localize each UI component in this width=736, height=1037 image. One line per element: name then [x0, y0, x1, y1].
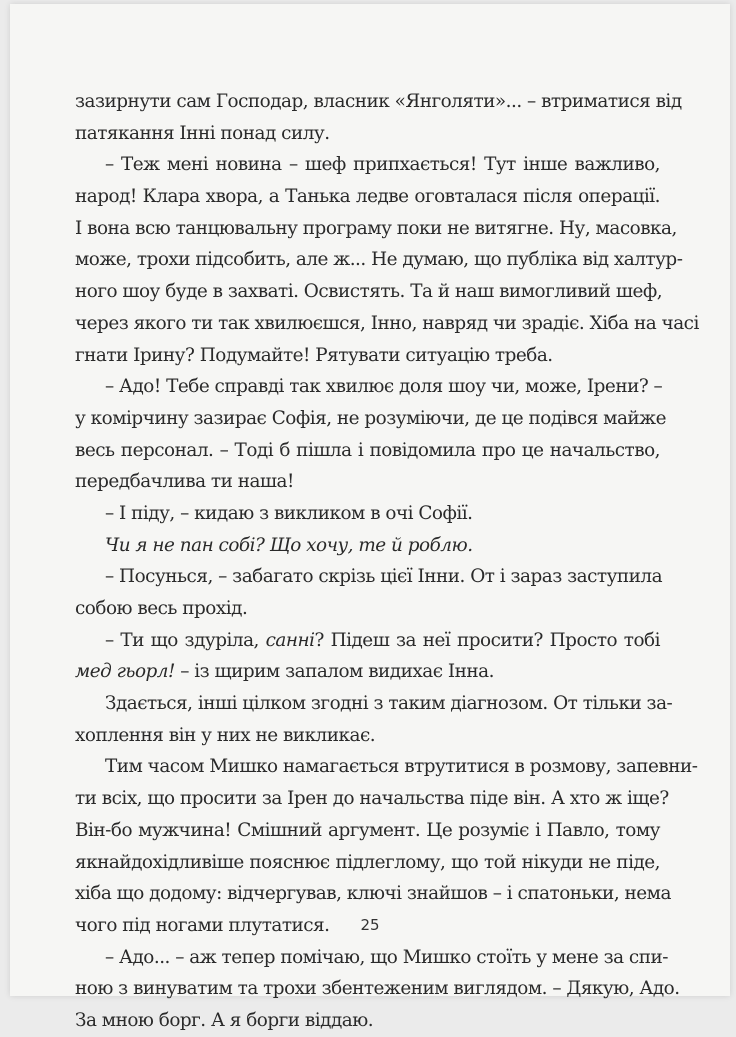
text-line: – Адо! Тебе справді так хвилює доля шоу чи, може, Ірени? –: [105, 376, 663, 398]
text-fragment: – із щирим запалом видихає Інна.: [174, 661, 494, 683]
text-line: якнайдохідливіше пояснює підлеглому, що той нікуди не піде,: [75, 851, 660, 873]
text-line: – І піду, – кидаю з викликом в очі Софії.: [105, 502, 473, 524]
text-line: Чи я не пан собі? Що хочу, те й роблю.: [105, 534, 473, 556]
text-line: Здається, інші цілком згодні з таким діагнозом. От тільки за-: [105, 693, 673, 715]
text-line: – Теж мені новина – шеф припхається! Тут інше важливо,: [105, 154, 660, 176]
text-line: [75, 625, 660, 657]
text-line: весь персонал. – Тоді б пішла і повідомила про це начальство,: [75, 439, 660, 461]
text-fragment: ? Підеш за неї просити? Просто тобі: [314, 629, 660, 651]
text-line: За мною борг. А я борги віддаю.: [75, 1009, 374, 1031]
text-line: Він-бо мужчина! Смішний аргумент. Це розуміє і Павло, тому: [75, 819, 660, 841]
text-line: ною з винуватим та трохи збентеженим виглядом. – Дякую, Адо.: [75, 978, 680, 1000]
text-line: народ! Клара хвора, а Танька ледве оговталася після операції.: [75, 186, 660, 208]
text-line: собою весь прохід.: [75, 598, 248, 619]
text-line: Тим часом Мишко намагається втрутитися в розмову, запевни-: [105, 756, 698, 778]
text-line: у комірчину зазирає Софія, не розуміючи, де це подівся майже: [75, 407, 666, 429]
italic-fragment: санні: [265, 629, 315, 651]
text-line: зазирнути сам Господар, власник «Янголяти»... – втриматися від: [75, 91, 682, 112]
text-line: чого під ногами плутатися.: [75, 914, 330, 936]
text-line: через якого ти так хвилюєшся, Інно, навряд чи зрадіє. Хіба на часі: [75, 312, 699, 334]
text-line: патякання Інні понад силу.: [75, 122, 330, 144]
text-line: хоплення він у них не викликає.: [75, 724, 376, 746]
text-line: І вона всю танцювальну програму поки не витягне. Ну, масовка,: [75, 217, 677, 239]
text-fragment: – Ти що здуріла,: [105, 629, 266, 651]
body-text: [75, 86, 699, 1037]
text-line: ти всіх, що просити за Ірен до начальства піде він. А хто ж іще?: [75, 788, 669, 810]
text-line: – Посунься, – забагато скрізь цієї Інни. От і зараз заступила: [105, 566, 663, 588]
text-line: ного шоу буде в захваті. Освистять. Та й наш вимогливий шеф,: [75, 281, 663, 303]
text-line: – Адо... – аж тепер помічаю, що Мишко стоїть у мене за спи-: [105, 946, 668, 968]
text-line: гнати Ірину? Подумайте! Рятувати ситуацію треба.: [75, 344, 553, 366]
text-line: може, трохи підсобить, але ж... Не думаю, що публіка від халтур-: [75, 249, 683, 271]
text-line: хіба що додому: відчергував, ключі знайшов – і спатоньки, нема: [75, 883, 671, 905]
italic-fragment: мед гьорл!: [75, 661, 175, 683]
text-line: передбачлива ти наша!: [75, 471, 294, 493]
book-page: [10, 4, 730, 1031]
text-line: [75, 656, 660, 688]
page-number: 25: [360, 916, 380, 934]
